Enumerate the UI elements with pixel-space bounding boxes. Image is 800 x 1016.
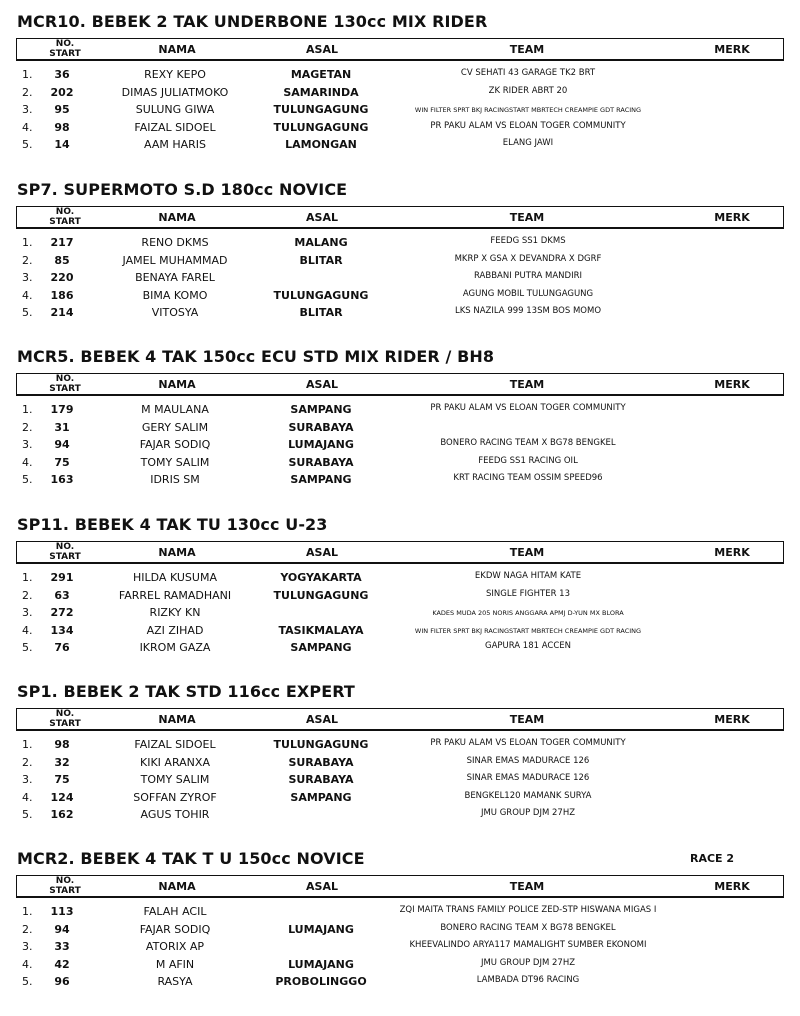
table-header (16, 373, 784, 396)
header-no-start: NO. START (49, 374, 81, 394)
race-section (0, 180, 800, 347)
start-number: 75 (54, 455, 70, 469)
position: 2. (22, 588, 33, 602)
rider-team: AGUNG MOBIL TULUNGAGUNG (462, 288, 594, 299)
position: 3. (22, 606, 33, 619)
table-header (16, 206, 784, 229)
header-merk: MERK (714, 211, 750, 224)
race-section (0, 515, 800, 682)
rider-name: TOMY SALIM (140, 773, 210, 786)
table-row (0, 755, 800, 773)
header-nama: NAMA (158, 211, 196, 224)
position: 5. (22, 641, 33, 654)
rider-origin: LAMONGAN (285, 138, 357, 151)
position: 1. (22, 403, 33, 416)
position: 1. (22, 905, 33, 918)
rider-name: VITOSYA (151, 306, 199, 319)
header-team: TEAM (509, 546, 545, 559)
rider-origin: MALANG (294, 236, 348, 249)
table-header (16, 708, 784, 731)
header-team: TEAM (509, 43, 545, 56)
position: 5. (22, 473, 33, 486)
position: 4. (22, 957, 33, 971)
position: 4. (22, 790, 33, 804)
position: 2. (22, 922, 33, 936)
rider-name: FARREL RAMADHANI (118, 588, 232, 602)
rider-team: BONERO RACING TEAM X BG78 BENGKEL (440, 438, 616, 448)
position: 5. (22, 975, 33, 988)
header-asal: ASAL (306, 880, 338, 893)
table-body (0, 67, 800, 155)
rider-team: KHEEVALINDO ARYA117 MAMALIGHT SUMBER EKONOMI (409, 940, 647, 950)
rider-team: LKS NAZILA 999 13SM BOS MOMO (454, 306, 602, 316)
rider-team: WIN FILTER SPRT BKJ RACINGSTART MBRTECH CREAMPIE GDT RACING (414, 106, 642, 114)
rider-origin: SURABAYA (288, 773, 354, 786)
section-title: MCR5. BEBEK 4 TAK 150cc ECU STD MIX RIDER / BH8 (17, 347, 495, 366)
table-header (16, 541, 784, 564)
rider-name: SOFFAN ZYROF (133, 790, 217, 804)
race-section (0, 682, 800, 849)
table-row (0, 235, 800, 253)
header-nama: NAMA (158, 546, 196, 559)
header-nama: NAMA (158, 713, 196, 726)
table-row (0, 922, 800, 940)
position: 1. (22, 236, 33, 249)
header-nama: NAMA (158, 880, 196, 893)
rider-name: REXY KEPO (144, 68, 206, 81)
header-asal: ASAL (306, 713, 338, 726)
rider-team: MKRP X GSA X DEVANDRA X DGRF (454, 253, 602, 264)
table-row (0, 623, 800, 641)
section-title: MCR10. BEBEK 2 TAK UNDERBONE 130cc MIX RIDER (17, 12, 488, 31)
start-number: 94 (54, 438, 70, 451)
table-body (0, 235, 800, 323)
rider-team: ELANG JAWI (502, 138, 554, 148)
table-row (0, 455, 800, 473)
header-merk: MERK (714, 713, 750, 726)
table-row (0, 402, 800, 420)
table-row (0, 904, 800, 922)
rider-name: RIZKY KN (149, 606, 201, 619)
table-row (0, 472, 800, 490)
rider-origin: TULUNGAGUNG (273, 103, 369, 116)
start-number: 96 (54, 975, 70, 988)
rider-team: PR PAKU ALAM VS ELOAN TOGER COMMUNITY (430, 403, 626, 413)
race-label: RACE 2 (690, 852, 735, 865)
rider-origin: SAMPANG (290, 403, 352, 416)
header-team: TEAM (509, 713, 545, 726)
position: 5. (22, 138, 33, 151)
table-row (0, 85, 800, 103)
race-section (0, 347, 800, 514)
rider-name: FALAH ACIL (143, 905, 207, 918)
table-row (0, 640, 800, 658)
rider-origin: TULUNGAGUNG (273, 120, 369, 134)
section-title: SP1. BEBEK 2 TAK STD 116cc EXPERT (17, 682, 355, 701)
rider-origin: YOGYAKARTA (280, 571, 362, 584)
header-no-start: NO. START (49, 876, 81, 896)
start-number: 31 (54, 420, 70, 434)
start-number: 32 (54, 755, 70, 769)
start-number: 98 (54, 120, 70, 134)
table-body (0, 570, 800, 658)
rider-team: KRT RACING TEAM OSSIM SPEED96 (453, 473, 603, 483)
start-number: 75 (54, 773, 70, 786)
rider-team: KADES MUDA 205 NORIS ANGGARA APMJ D-YUN MX BLORA (432, 609, 624, 617)
table-row (0, 939, 800, 957)
rider-origin: PROBOLINGGO (275, 975, 367, 988)
rider-origin: TULUNGAGUNG (273, 288, 369, 302)
rider-team: SINAR EMAS MADURACE 126 (466, 773, 590, 783)
rider-origin: SAMARINDA (283, 85, 359, 99)
rider-origin: SAMPANG (290, 790, 352, 804)
table-header (16, 38, 784, 61)
rider-origin: SAMPANG (290, 473, 352, 486)
start-number: 42 (54, 957, 70, 971)
rider-name: GERY SALIM (141, 420, 209, 434)
rider-team: JMU GROUP DJM 27HZ (480, 808, 576, 818)
start-number: 63 (54, 588, 70, 602)
position: 3. (22, 103, 33, 116)
start-number: 217 (50, 236, 74, 249)
rider-name: KIKI ARANXA (140, 755, 210, 769)
rider-team: FEEDG SS1 RACING OIL (478, 455, 578, 466)
rider-team: GAPURA 181 ACCEN (484, 641, 572, 651)
position: 5. (22, 808, 33, 821)
rider-origin: SURABAYA (288, 755, 354, 769)
rider-team: FEEDG SS1 DKMS (490, 236, 566, 246)
rider-team: ZQI MAITA TRANS FAMILY POLICE ZED-STP HISWANA MIGAS I (399, 905, 657, 915)
rider-name: M MAULANA (141, 403, 209, 416)
table-row (0, 288, 800, 306)
start-number: 36 (54, 68, 70, 81)
table-row (0, 772, 800, 790)
rider-origin: TULUNGAGUNG (273, 738, 369, 751)
position: 4. (22, 288, 33, 302)
rider-name: AGUS TOHIR (140, 808, 210, 821)
rider-name: RASYA (157, 975, 193, 988)
rider-team: PR PAKU ALAM VS ELOAN TOGER COMMUNITY (430, 738, 626, 748)
header-no-start: NO. START (49, 709, 81, 729)
rider-origin: LUMAJANG (288, 438, 354, 451)
header-team: TEAM (509, 211, 545, 224)
table-row (0, 570, 800, 588)
rider-name: FAIZAL SIDOEL (134, 120, 216, 134)
start-number: 113 (50, 905, 74, 918)
header-merk: MERK (714, 378, 750, 391)
table-row (0, 120, 800, 138)
rider-name: JAMEL MUHAMMAD (122, 253, 228, 267)
rider-team: CV SEHATI 43 GARAGE TK2 BRT (460, 68, 596, 78)
rider-name: BIMA KOMO (142, 288, 208, 302)
table-row (0, 305, 800, 323)
rider-name: AZI ZIHAD (146, 623, 204, 637)
header-merk: MERK (714, 546, 750, 559)
rider-name: RENO DKMS (141, 236, 209, 249)
start-number: 291 (50, 571, 74, 584)
start-number: 202 (50, 85, 74, 99)
table-row (0, 605, 800, 623)
header-asal: ASAL (306, 378, 338, 391)
rider-origin: BLITAR (299, 306, 343, 319)
table-row (0, 253, 800, 271)
rider-team: WIN FILTER SPRT BKJ RACINGSTART MBRTECH CREAMPIE GDT RACING (414, 626, 642, 635)
start-number: 162 (50, 808, 74, 821)
table-row (0, 270, 800, 288)
rider-origin: TASIKMALAYA (278, 623, 364, 637)
table-body (0, 737, 800, 825)
rider-team: PR PAKU ALAM VS ELOAN TOGER COMMUNITY (430, 120, 626, 131)
start-number: 134 (50, 623, 74, 637)
position: 4. (22, 120, 33, 134)
start-number: 186 (50, 288, 74, 302)
section-title: SP7. SUPERMOTO S.D 180cc NOVICE (17, 180, 348, 199)
table-row (0, 437, 800, 455)
position: 2. (22, 755, 33, 769)
rider-name: IKROM GAZA (139, 641, 211, 654)
rider-team: ZK RIDER ABRT 20 (488, 85, 568, 96)
table-row (0, 790, 800, 808)
header-merk: MERK (714, 880, 750, 893)
table-row (0, 957, 800, 975)
rider-origin: TULUNGAGUNG (273, 588, 369, 602)
position: 3. (22, 438, 33, 451)
rider-name: ATORIX AP (145, 940, 205, 953)
position: 4. (22, 623, 33, 637)
position: 1. (22, 738, 33, 751)
rider-name: TOMY SALIM (140, 455, 210, 469)
table-row (0, 807, 800, 825)
header-no-start: NO. START (49, 207, 81, 227)
rider-name: SULUNG GIWA (135, 103, 215, 116)
table-body (0, 904, 800, 992)
position: 2. (22, 420, 33, 434)
position: 2. (22, 85, 33, 99)
rider-origin: LUMAJANG (288, 922, 354, 936)
header-asal: ASAL (306, 43, 338, 56)
table-row (0, 67, 800, 85)
table-row (0, 102, 800, 120)
table-row (0, 737, 800, 755)
start-number: 272 (50, 606, 74, 619)
rider-team: EKDW NAGA HITAM KATE (474, 571, 582, 581)
table-header (16, 875, 784, 898)
header-nama: NAMA (158, 378, 196, 391)
start-number: 179 (50, 403, 74, 416)
start-number: 33 (54, 940, 70, 953)
table-row (0, 137, 800, 155)
section-title: SP11. BEBEK 4 TAK TU 130cc U-23 (17, 515, 328, 534)
rider-name: M AFIN (155, 957, 195, 971)
header-asal: ASAL (306, 546, 338, 559)
position: 3. (22, 271, 33, 284)
race-section (0, 849, 800, 1016)
rider-origin: SAMPANG (290, 641, 352, 654)
rider-name: BENAYA FAREL (135, 271, 215, 284)
rider-origin: SURABAYA (288, 420, 354, 434)
rider-name: IDRIS SM (150, 473, 200, 486)
header-nama: NAMA (158, 43, 196, 56)
position: 3. (22, 773, 33, 786)
rider-team: BONERO RACING TEAM X BG78 BENGKEL (440, 922, 616, 933)
rider-name: FAJAR SODIQ (139, 438, 211, 451)
rider-name: HILDA KUSUMA (133, 571, 217, 584)
header-no-start: NO. START (49, 542, 81, 562)
rider-name: FAJAR SODIQ (139, 922, 211, 936)
rider-team: JMU GROUP DJM 27HZ (480, 957, 576, 968)
rider-origin: LUMAJANG (288, 957, 354, 971)
header-team: TEAM (509, 880, 545, 893)
rider-name: DIMAS JULIATMOKO (121, 85, 229, 99)
start-number: 94 (54, 922, 70, 936)
rider-origin: BLITAR (299, 253, 343, 267)
rider-team: SINAR EMAS MADURACE 126 (466, 755, 590, 766)
table-row (0, 974, 800, 992)
table-row (0, 588, 800, 606)
start-number: 98 (54, 738, 70, 751)
header-no-start: NO. START (49, 39, 81, 59)
rider-origin: SURABAYA (288, 455, 354, 469)
rider-team: LAMBADA DT96 RACING (476, 975, 580, 985)
start-number: 76 (54, 641, 70, 654)
position: 5. (22, 306, 33, 319)
rider-origin: MAGETAN (290, 68, 352, 81)
start-number: 214 (50, 306, 74, 319)
rider-team: RABBANI PUTRA MANDIRI (473, 271, 582, 281)
table-body (0, 402, 800, 490)
position: 3. (22, 940, 33, 953)
start-number: 95 (54, 103, 70, 116)
start-number: 14 (54, 138, 70, 151)
header-team: TEAM (509, 378, 545, 391)
position: 1. (22, 571, 33, 584)
start-number: 124 (50, 790, 74, 804)
rider-name: AAM HARIS (143, 138, 206, 151)
rider-name: FAIZAL SIDOEL (134, 738, 216, 751)
start-number: 85 (54, 253, 70, 267)
rider-team: SINGLE FIGHTER 13 (485, 588, 571, 599)
header-asal: ASAL (306, 211, 338, 224)
start-number: 163 (50, 473, 74, 486)
position: 2. (22, 253, 33, 267)
start-number: 220 (50, 271, 74, 284)
table-row (0, 420, 800, 438)
section-title: MCR2. BEBEK 4 TAK T U 150cc NOVICE (17, 849, 365, 868)
race-section (0, 12, 800, 179)
rider-team: BENGKEL120 MAMANK SURYA (464, 790, 592, 801)
header-merk: MERK (714, 43, 750, 56)
position: 4. (22, 455, 33, 469)
position: 1. (22, 68, 33, 81)
